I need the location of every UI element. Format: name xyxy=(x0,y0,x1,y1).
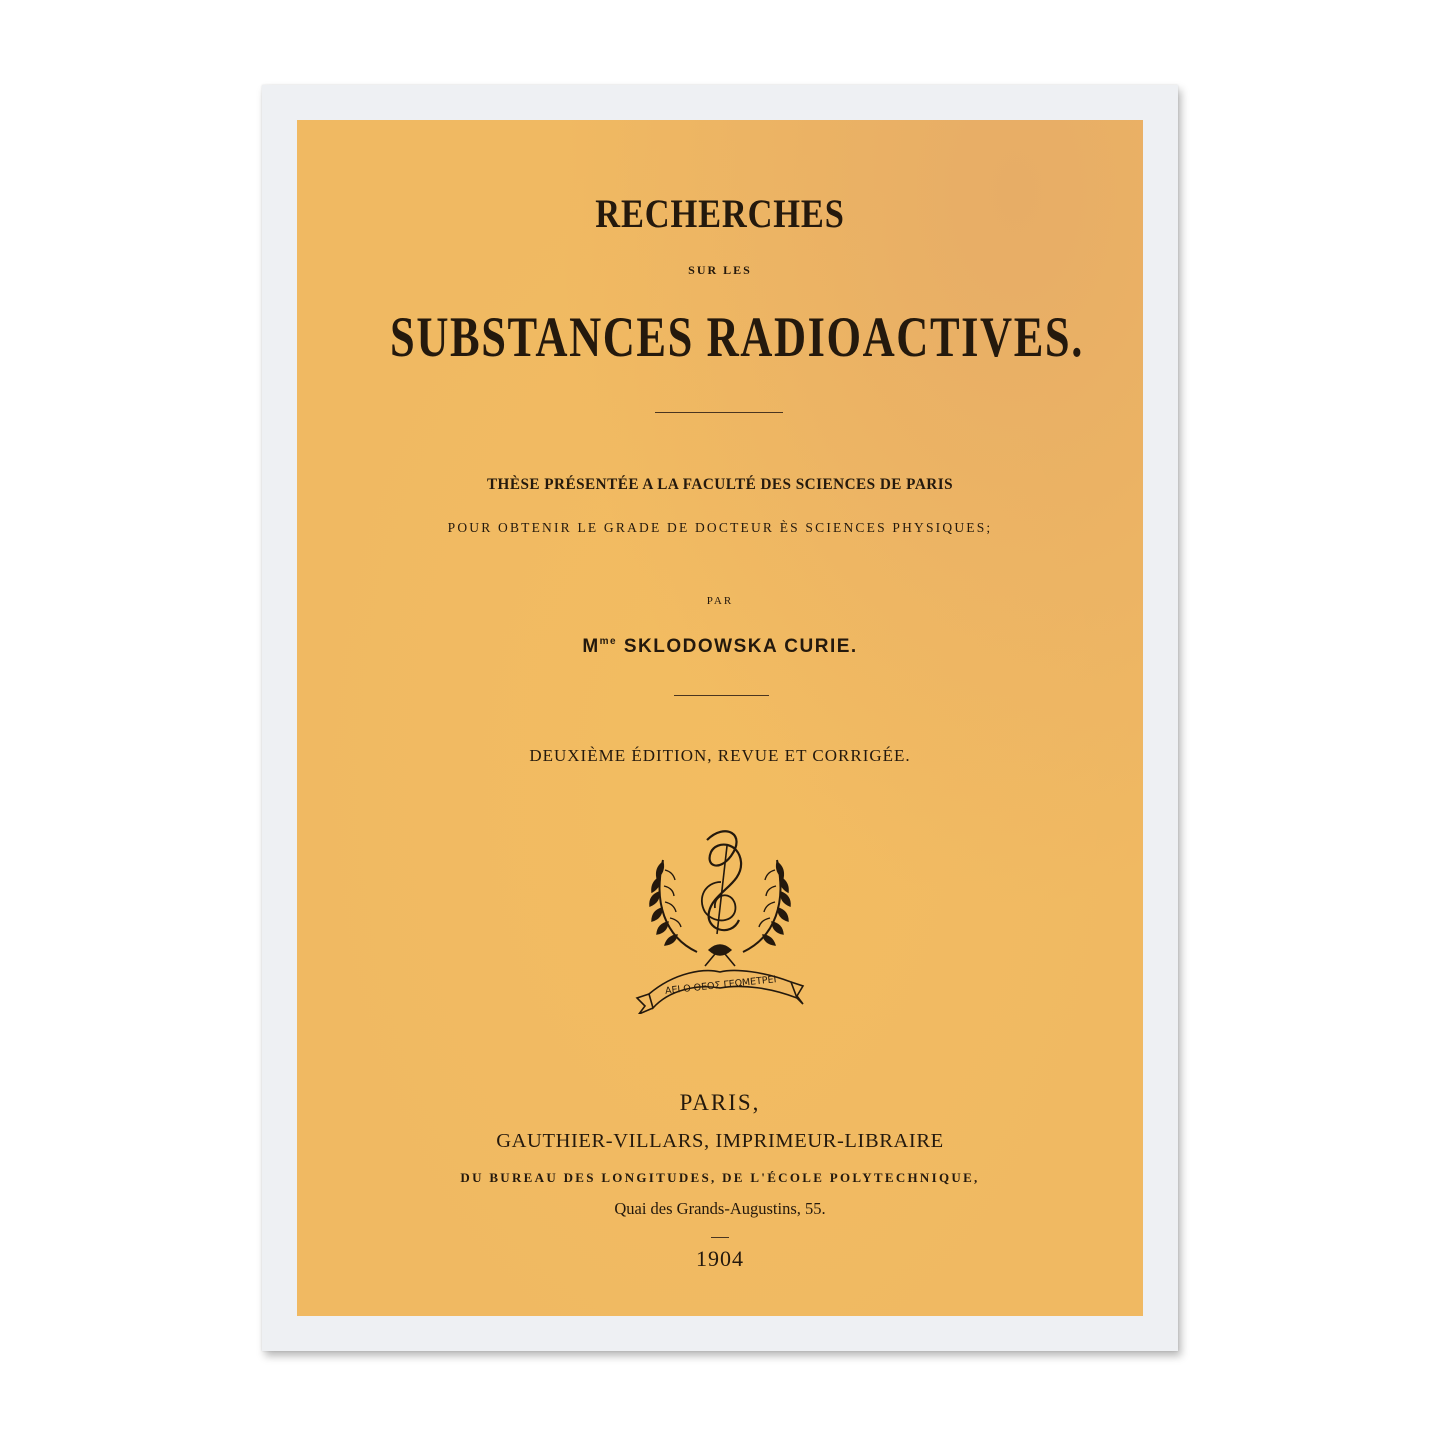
divider-rule xyxy=(674,695,769,696)
author-name xyxy=(297,636,1143,658)
publication-year: 1904 xyxy=(696,1246,744,1271)
laurel-wreath-monogram-icon xyxy=(635,822,805,1014)
publisher-city: PARIS, xyxy=(679,1090,761,1115)
divider-rule xyxy=(711,1237,729,1238)
by-label: PAR xyxy=(706,595,734,607)
publisher-detail: DU BUREAU DES LONGITUDES, DE L'ÉCOLE POLYTECHNIQUE, xyxy=(460,1170,980,1185)
divider-rule xyxy=(655,412,783,413)
title-line-sur-les: SUR LES xyxy=(688,263,752,277)
author-surname: SKLODOWSKA CURIE. xyxy=(623,636,858,657)
ribbon-motto: ΑΕΙ Ο ΘΕΟΣ ΓΕΩΜΕΤΡΕΙ xyxy=(664,974,777,997)
main-title: SUBSTANCES RADIOACTIVES. xyxy=(390,306,1084,369)
title-line-recherches: RECHERCHES xyxy=(595,191,845,236)
title-page xyxy=(297,120,1143,1316)
degree-line: POUR OBTENIR LE GRADE DE DOCTEUR ÈS SCIENCES PHYSIQUES; xyxy=(447,520,993,535)
publisher-name: GAUTHIER-VILLARS, IMPRIMEUR-LIBRAIRE xyxy=(496,1130,944,1152)
author-prefix-superscript: me xyxy=(599,636,618,647)
author-prefix: M xyxy=(582,636,600,657)
thesis-line: THÈSE PRÉSENTÉE A LA FACULTÉ DES SCIENCES DE PARIS xyxy=(486,476,954,493)
publisher-address: Quai des Grands-Augustins, 55. xyxy=(614,1199,826,1218)
edition-line: DEUXIÈME ÉDITION, REVUE ET CORRIGÉE. xyxy=(529,746,911,765)
